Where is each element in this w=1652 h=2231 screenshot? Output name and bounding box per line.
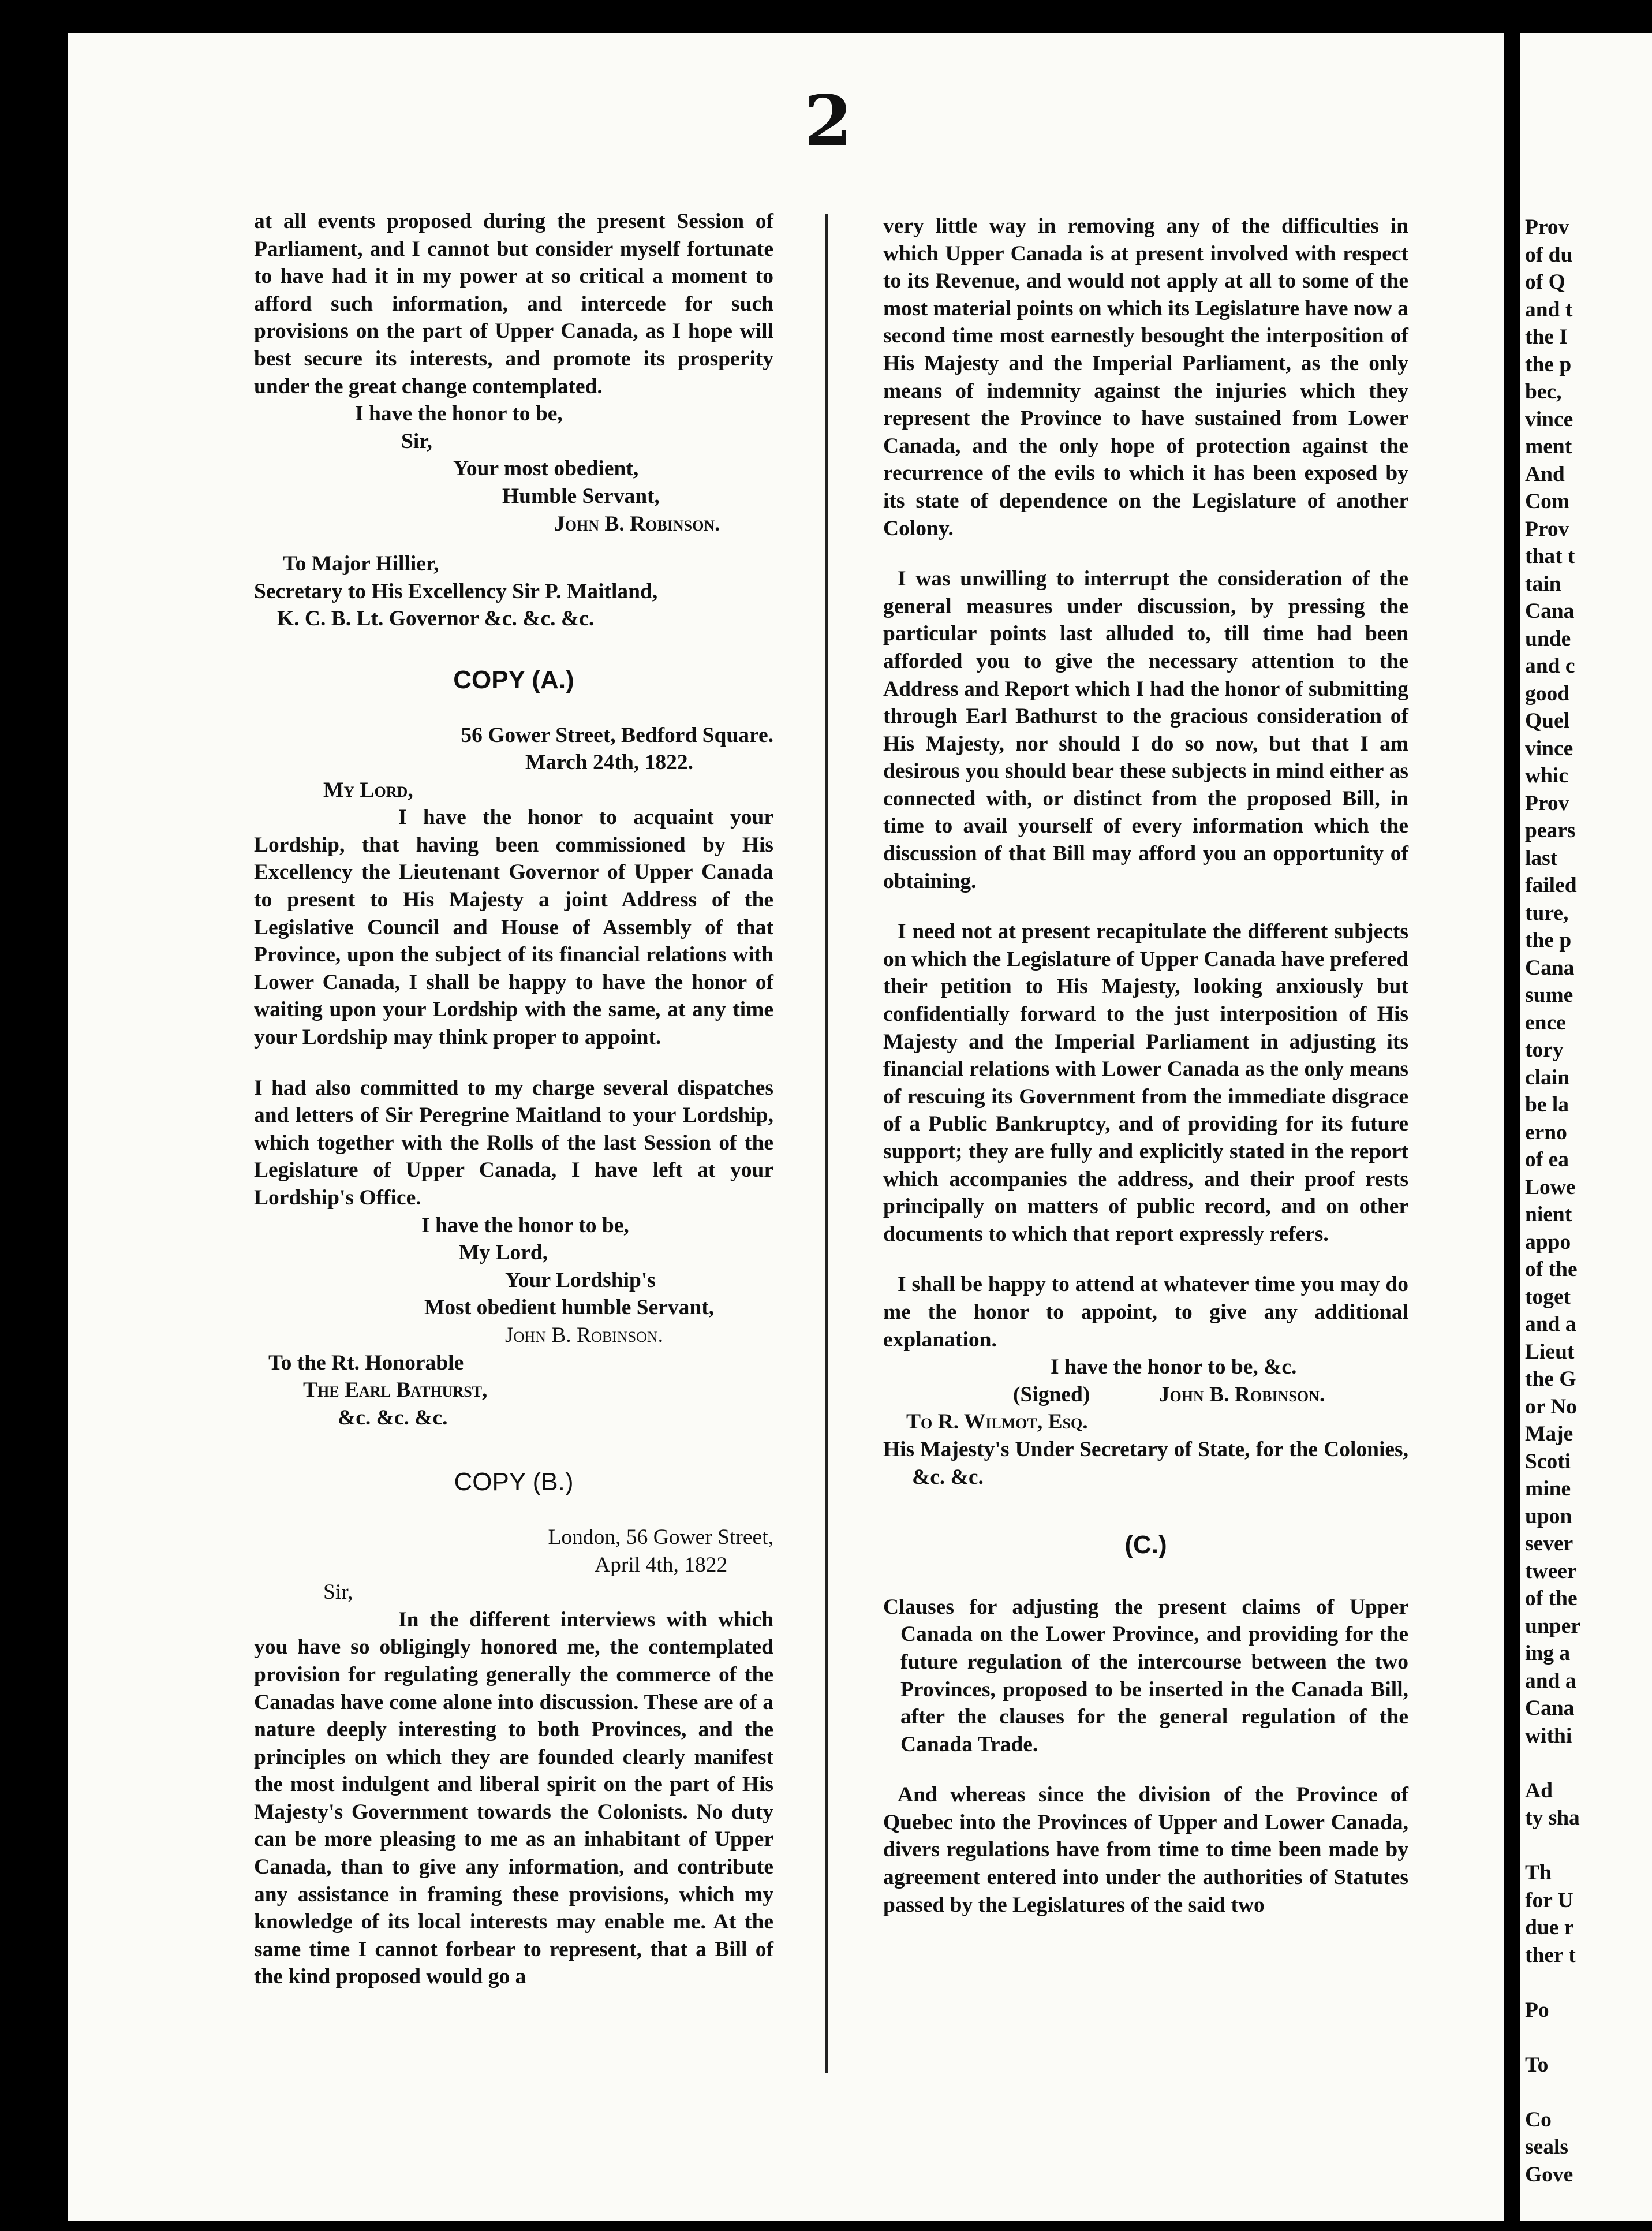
facing-page-fragment: nient	[1525, 1203, 1572, 1226]
facing-page-fragment: Cana	[1525, 599, 1575, 623]
copy-b-salutation: Sir,	[323, 1580, 353, 1605]
facing-page-fragment: unde	[1525, 626, 1571, 651]
facing-page-fragment: Quel	[1525, 709, 1570, 733]
facing-page-fragment: ence	[1525, 1010, 1566, 1035]
facing-page-fragment: Scoti	[1525, 1449, 1571, 1473]
facing-page-fragment: tory	[1525, 1038, 1564, 1062]
closing-line: Sir,	[401, 429, 432, 453]
facing-page-fragment: the p	[1525, 928, 1572, 952]
facing-page-fragment: appo	[1525, 1230, 1571, 1254]
facing-page-fragment: vince	[1525, 736, 1573, 760]
facing-page-fragment: ther t	[1525, 1943, 1576, 1967]
facing-page-fragment: Cana	[1525, 956, 1575, 980]
right-column	[883, 212, 1408, 1919]
signed-line	[883, 1381, 1408, 1409]
signature: John B. Robinson.	[505, 1323, 664, 1347]
facing-page-fragment: and a	[1525, 1669, 1576, 1693]
facing-page-fragment: for U	[1525, 1888, 1573, 1912]
copy-b-heading: COPY (B.)	[454, 1468, 574, 1497]
facing-page-fragment: and c	[1525, 654, 1575, 678]
copy-a-date: March 24th, 1822.	[525, 751, 693, 775]
facing-page-fragment: tweer	[1525, 1559, 1577, 1583]
facing-page-fragment: that t	[1525, 544, 1575, 568]
body-paragraph: I was unwilling to interrupt the consideration of the general measures under discussion, by pressing the particular points last alluded to, till time had been afforded you to give the necessary attention to the Address and Report which I had the honor of submitting through Earl Bathurst to the gracious consideration of His Majesty, nor should I do so now, but that I am desirous you should bear these subjects in mind either as connected with, or distinct from the proposed Bill, in time to avail yourself of every information which the discussion of that Bill may afford you an opportunity of obtaining.	[883, 567, 1408, 893]
facing-page-fragment: last	[1525, 846, 1558, 870]
addressee-line: K. C. B. Lt. Governor &c. &c. &c.	[277, 607, 595, 631]
left-column	[254, 208, 773, 1991]
copy-b-paragraph: In the different interviews with which you have so obligingly honored me, the contemplated provision for regulating generally the commerce of the Canadas have come alone into discussion. These are of a nature deeply interesting to both Provinces, and the principles on which they are founded clearly manifest the most indulgent and liberal spirit on the part of His Majesty's Government towards the Colonists. No duty can be more pleasing to me as an inhabitant of Upper Canada, than to give any information, and contribute any assistance in framing these provisions, which my knowledge of its local interests may enable me. At the same time I cannot forbear to represent, that a Bill of the kind proposed would go a	[254, 1607, 773, 1989]
facing-page-fragment: whic	[1525, 764, 1568, 788]
facing-page-fragment: Co	[1525, 2107, 1552, 2132]
facing-page-fragment: of the	[1525, 1587, 1578, 1610]
closing-line: I have the honor to be,	[355, 402, 563, 426]
copy-a-heading: COPY (A.)	[453, 665, 574, 694]
facing-page-fragment: or No	[1525, 1394, 1577, 1419]
facing-page-fragment: Prov	[1525, 791, 1569, 815]
facing-page-fragment: Gove	[1525, 2162, 1573, 2187]
page-number: 2	[804, 80, 853, 162]
signature: John B. Robinson.	[1158, 1382, 1325, 1406]
closing-line: I have the honor to be, &c.	[1051, 1355, 1297, 1379]
document-page-right-facing	[1520, 33, 1652, 2221]
facing-page-fragment: toget	[1525, 1285, 1571, 1309]
facing-page-fragment: Ad	[1525, 1778, 1553, 1803]
facing-page-fragment: of du	[1525, 242, 1573, 267]
facing-page-fragment: failed	[1525, 874, 1577, 897]
continued-paragraph: very little way in removing any of the difficulties in which Upper Canada is at present involved with respect to its Revenue, and would not apply at all to some of the most material points on which its Legislature have now a second time most earnestly besought the interposition of His Majesty and the Imperial Parliament, as the only means of indemnity against the injuries which they represent the Province to have sustained from Lower Canada, and the only hope of protection against the recurrence of the evils to which it has been exposed by its state of dependence on the Legislature of another Colony.	[883, 214, 1408, 540]
page-gutter	[1504, 0, 1520, 2231]
facing-page-fragment: the I	[1525, 325, 1568, 349]
facing-page-fragment: Lieut	[1525, 1340, 1575, 1364]
facing-page-fragment: Maje	[1525, 1422, 1573, 1446]
addressee-line: Secretary to His Excellency Sir P. Maitland,	[254, 579, 658, 603]
facing-page-fragment: and a	[1525, 1312, 1576, 1336]
copy-a-address: 56 Gower Street, Bedford Square.	[461, 723, 773, 747]
body-paragraph: I shall be happy to attend at whatever time you may do me the honor to appoint, to give any additional explanation.	[883, 1273, 1408, 1352]
copy-b-date: April 4th, 1822	[595, 1553, 728, 1577]
facing-page-fragment: sever	[1525, 1532, 1573, 1555]
signature: John B. Robinson.	[554, 512, 720, 536]
facing-page-fragment: Prov	[1525, 517, 1569, 541]
facing-page-fragment: ty sha	[1525, 1806, 1580, 1830]
copy-b-address: London, 56 Gower Street,	[548, 1525, 773, 1549]
facing-page-fragment: good	[1525, 681, 1570, 706]
column-divider-rule	[825, 214, 828, 2073]
facing-page-fragment: To	[1525, 2053, 1549, 2077]
addressee-line: &c. &c. &c.	[338, 1405, 448, 1430]
facing-page-fragment: unper	[1525, 1614, 1580, 1638]
addressee-line: To R. Wilmot, Esq.	[906, 1410, 1088, 1434]
facing-page-fragment: Cana	[1525, 1696, 1575, 1720]
copy-a-paragraph: I had also committed to my charge several dispatches and letters of Sir Peregrine Maitland to your Lordship, which together with the Rolls of the last Session of the Legislature of Upper Canada, I have left at your Lordship's Office.	[254, 1076, 773, 1210]
facing-page-fragment: ing a	[1525, 1641, 1571, 1665]
closing-line: My Lord,	[459, 1241, 548, 1265]
closing-line: I have the honor to be,	[421, 1213, 629, 1237]
closing-line: Most obedient humble Servant,	[424, 1296, 715, 1320]
facing-page-fragment: Prov	[1525, 215, 1569, 239]
facing-page-fragment: the p	[1525, 352, 1572, 376]
facing-page-fragment: be la	[1525, 1093, 1569, 1117]
facing-page-fragment: withi	[1525, 1723, 1572, 1748]
addressee-line: His Majesty's Under Secretary of State, for the Colonies, &c. &c.	[883, 1437, 1408, 1489]
addressee-line: To Major Hillier,	[283, 552, 439, 576]
facing-page-fragment: erno	[1525, 1120, 1567, 1144]
facing-page-fragment: tain	[1525, 572, 1561, 596]
copy-a-paragraph: I have the honor to acquaint your Lordship, that having been commissioned by His Excellency the Lieutenant Governor of Upper Canada to present to His Majesty a joint Address of the Legislative Council and House of Assembly of that Province, upon the subject of its financial relations with Lower Canada, I shall be happy to have the honor of waiting upon your Lordship with the same, at any time your Lordship may think proper to appoint.	[254, 805, 773, 1050]
facing-page-fragment: the G	[1525, 1367, 1576, 1391]
facing-page-fragment: Lowe	[1525, 1175, 1576, 1199]
facing-page-fragment: seals	[1525, 2135, 1568, 2159]
closing-line: Humble Servant,	[502, 484, 660, 508]
facing-page-fragment: and t	[1525, 297, 1573, 322]
facing-page-fragment: of ea	[1525, 1148, 1569, 1172]
signed-label: (Signed)	[1013, 1382, 1090, 1406]
closing-line: Your most obedient,	[453, 457, 639, 481]
facing-page-fragment: due r	[1525, 1916, 1574, 1939]
facing-page-fragment: upon	[1525, 1504, 1572, 1528]
facing-page-fragment: sume	[1525, 983, 1573, 1007]
facing-page-fragment: Com	[1525, 490, 1570, 513]
facing-page-fragment: mine	[1525, 1477, 1571, 1501]
section-c-paragraph: And whereas since the division of the Province of Quebec into the Provinces of Upper and Lower Canada, divers regulations have from time to time been made by agreement entered into under the authorities of Statutes passed by the Legislatures of the said two	[883, 1783, 1408, 1917]
facing-page-fragment: ture,	[1525, 901, 1569, 925]
facing-page-fragment: clain	[1525, 1065, 1570, 1090]
facing-page-fragment: Th	[1525, 1861, 1552, 1885]
closing-line: Your Lordship's	[505, 1268, 656, 1292]
section-c-heading: (C.)	[1124, 1531, 1167, 1560]
copy-a-salutation: My Lord,	[323, 778, 413, 802]
opening-paragraph: at all events proposed during the present Session of Parliament, and I cannot but consider myself fortunate to have had it in my power at so critical a moment to afford such information, and intercede for such provisions on the part of Upper Canada, as I hope will best secure its interests, and promote its prosperity under the great change contemplated.	[254, 210, 773, 398]
facing-page-fragment: bec,	[1525, 380, 1562, 404]
facing-page-fragment: Po	[1525, 1998, 1549, 2022]
facing-page-fragment: of the	[1525, 1258, 1578, 1281]
addressee-line: The Earl Bathurst,	[303, 1378, 488, 1402]
facing-page-fragment: pears	[1525, 819, 1576, 842]
addressee-line: To the Rt. Honorable	[268, 1350, 464, 1375]
section-c-intro: Clauses for adjusting the present claims of Upper Canada on the Lower Province, and providing for the future regulation of the intercourse between the two Provinces, proposed to be inserted in the Canada Bill, after the clauses for the general regulation of the Canada Trade.	[883, 1595, 1408, 1756]
facing-page-fragment: vince	[1525, 407, 1573, 431]
body-paragraph: I need not at present recapitulate the different subjects on which the Legislature of Upper Canada have prefered their petition to His Majesty, looking anxiously but confidentially forward to the just interposition of His Majesty and the Imperial Parliament in adjusting its financial relations with Lower Canada as the only means of rescuing its Government from the immediate disgrace of a Public Bankruptcy, and of providing for its future support; they are fully and explicitly stated in the report which accompanies the address, and their proof rests principally on matters of public record, and on other documents to which that report expressly refers.	[883, 920, 1408, 1246]
facing-page-fragment: And	[1525, 462, 1565, 486]
facing-page-fragment: of Q	[1525, 270, 1565, 294]
facing-page-fragment: ment	[1525, 435, 1572, 458]
